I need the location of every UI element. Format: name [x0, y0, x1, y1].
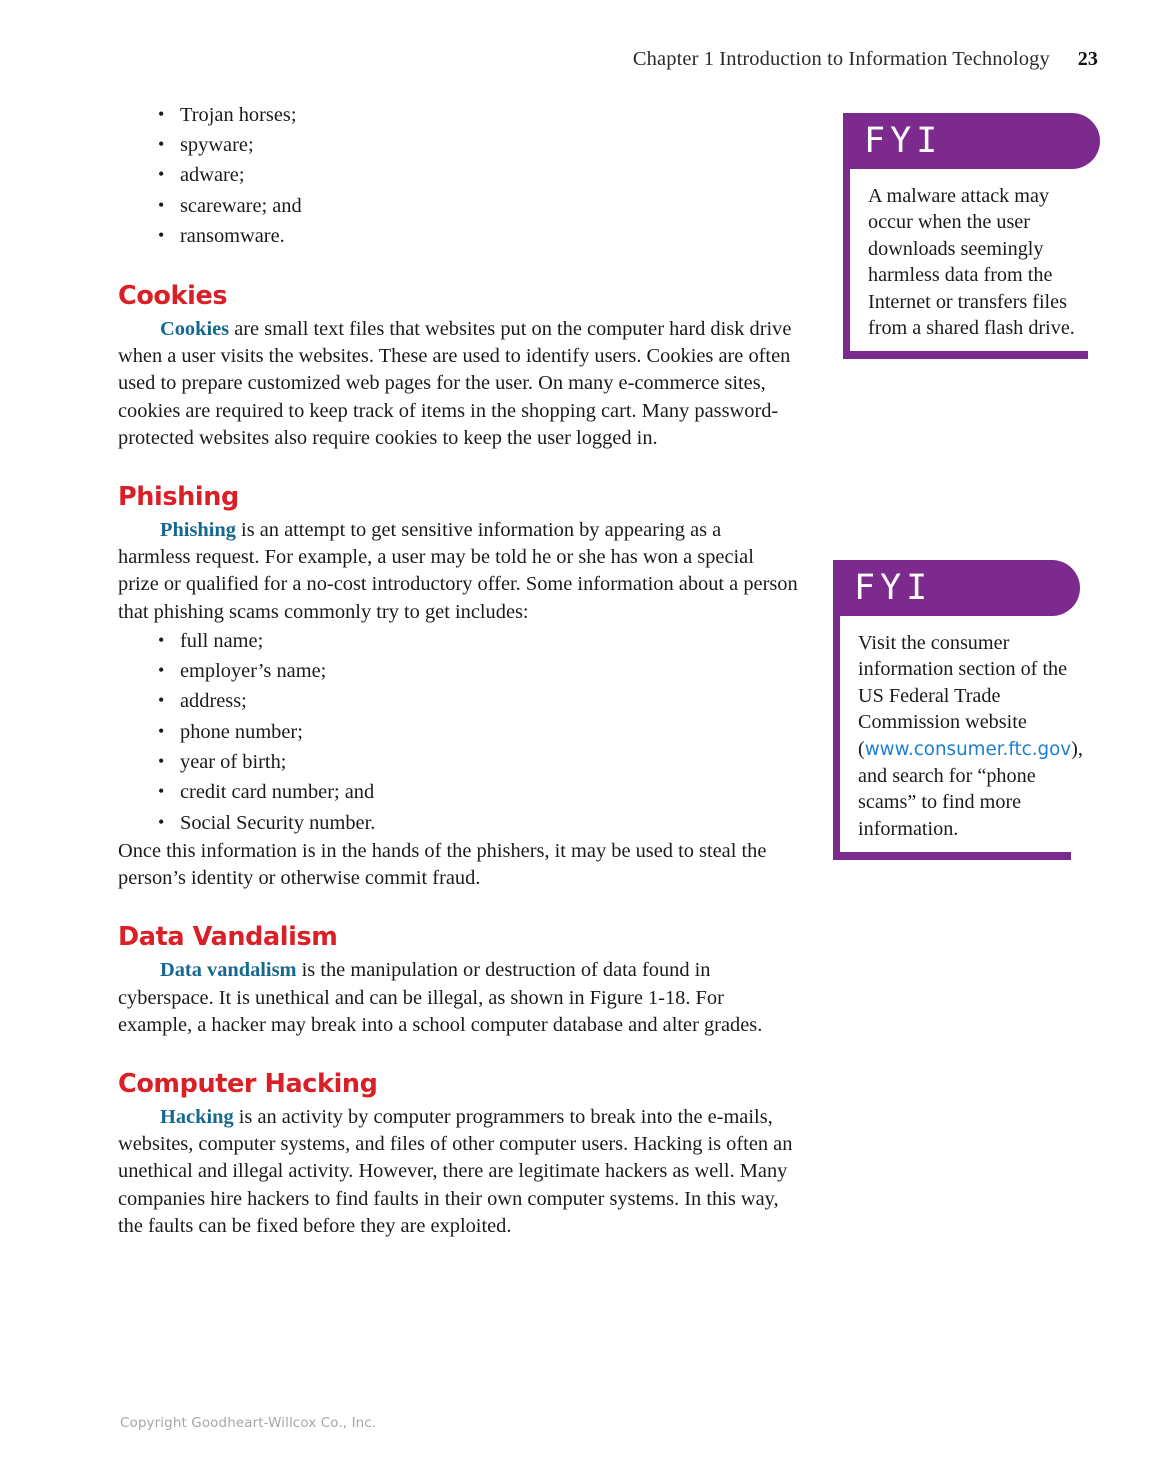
paragraph-data-vandalism-text: is the manipulation or destruction of data found in cyberspace. It is unethical and can be illegal, as shown in Figure 1-18. For example, a hacker may break into a school computer database and alter grades.: [118, 959, 763, 1036]
list-item: • phone number;: [118, 717, 798, 747]
ftc-website-link[interactable]: www.consumer.ftc.gov: [864, 738, 1072, 760]
list-item: • employer’s name;: [118, 656, 798, 686]
phishing-target-info-list: [118, 626, 798, 838]
list-item: • adware;: [118, 160, 798, 190]
fyi-title: FYI: [864, 120, 943, 161]
list-item: • spyware;: [118, 130, 798, 160]
key-term-hacking: Hacking: [160, 1105, 234, 1128]
list-item: • full name;: [118, 626, 798, 656]
paragraph-data-vandalism: [118, 957, 798, 1039]
fyi-title: FYI: [854, 567, 933, 608]
list-item: • credit card number; and: [118, 777, 798, 807]
fyi-box-malware: [843, 113, 1100, 359]
fyi-box-ftc: [833, 560, 1083, 860]
section-heading-computer-hacking: Computer Hacking: [118, 1068, 378, 1099]
key-term-phishing: Phishing: [160, 519, 236, 542]
fyi-body-text-before-link: Visit the consumer information section of the US Federal Trade Commission website (: [858, 632, 1068, 760]
malware-type-list: [118, 100, 798, 251]
page-number: 23: [1077, 48, 1098, 70]
fyi-body-wrapper: [843, 169, 1100, 351]
key-term-data-vandalism: Data vandalism: [160, 959, 297, 982]
list-item: • year of birth;: [118, 747, 798, 777]
fyi-footer-bar: [833, 852, 1071, 860]
spacer: [118, 452, 798, 482]
key-term-cookies: Cookies: [160, 318, 230, 341]
spacer: [118, 1039, 798, 1069]
copyright-footer: Copyright Goodheart-Willcox Co., Inc.: [120, 1415, 377, 1431]
section-heading-cookies: Cookies: [118, 281, 228, 312]
fyi-body-text: [858, 630, 1083, 842]
section-heading-data-vandalism: Data Vandalism: [118, 922, 338, 953]
paragraph-phishing-closing: Once this information is in the hands of the phishers, it may be used to steal the person’s identity or otherwise commit fraud.: [118, 839, 767, 890]
fyi-body-text: A malware attack may occur when the user downloads seemingly harmless data from the Internet or transfers files from a shared flash drive.: [868, 185, 1075, 340]
list-item: • Social Security number.: [118, 808, 798, 838]
section-heading-phishing: Phishing: [118, 482, 239, 513]
paragraph-computer-hacking-text: is an activity by computer programmers to break into the e-mails, websites, computer systems, and files of other computer users. Hacking is often an unethical and illegal activity. However, there are legitimate hackers as well. Many companies hire hackers to find faults in their own computer systems. In this way, the faults can be fixed before they are exploited.: [118, 1105, 793, 1237]
list-item: • ransomware.: [118, 221, 798, 251]
main-text-column: [118, 100, 798, 1240]
spacer: [118, 251, 798, 281]
paragraph-phishing-text: is an attempt to get sensitive information by appearing as a harmless request. For example, a user may be told he or she has won a special prize or qualified for a no-cost introductory offer. Some information about a person that phishing scams commonly try to get includes:: [118, 519, 798, 623]
running-head: [633, 48, 1098, 71]
running-head-chapter-label: Chapter 1 Introduction to Information Technology: [632, 48, 1050, 70]
paragraph-phishing: [118, 517, 798, 626]
list-item: • scareware; and: [118, 191, 798, 221]
paragraph-cookies-text: are small text files that websites put on the computer hard disk drive when a user visits the websites. These are used to identify users. Cookies are often used to prepare customized web pages for the user. On many e-commerce sites, cookies are required to keep track of items in the shopping cart. Many password-protected websites also require cookies to keep the user logged in.: [118, 318, 792, 449]
paragraph-cookies: [118, 316, 798, 452]
list-item: • address;: [118, 686, 798, 716]
fyi-footer-bar: [843, 351, 1088, 359]
fyi-body-text-after-link: ), and search for “phone scams” to find more information.: [858, 737, 1083, 840]
fyi-body-wrapper: [833, 616, 1083, 852]
paragraph-computer-hacking: [118, 1104, 798, 1240]
list-item: • Trojan horses;: [118, 100, 798, 130]
spacer: [118, 892, 798, 922]
fyi-header-bar: [833, 560, 1080, 616]
fyi-header-bar: [843, 113, 1100, 169]
